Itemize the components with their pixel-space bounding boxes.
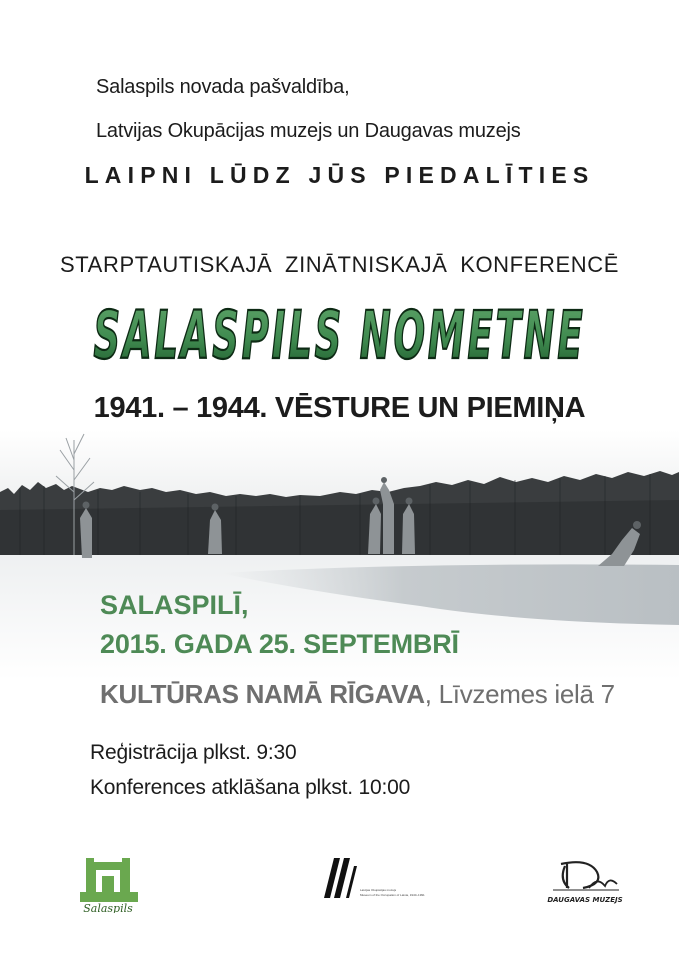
event-date: 2015. GADA 25. SEPTEMBRĪ xyxy=(100,629,459,659)
daugava-museum-text: DAUGAVAS MUZEJS xyxy=(547,896,623,904)
event-place: SALASPILĪ, xyxy=(100,590,249,620)
conference-title xyxy=(0,288,679,374)
salaspils-logo xyxy=(72,858,142,913)
organizer-line-2: Latvijas Okupācijas muzejs un Daugavas muzejs xyxy=(96,120,521,142)
occupation-museum-logo xyxy=(310,852,425,912)
occupation-museum-name: Latvijas Okupācijas muzejs xyxy=(360,888,397,892)
daugava-museum-logo xyxy=(545,858,625,910)
invitation-heading: LAIPNI LŪDZ JŪS PIEDALĪTIES xyxy=(84,162,595,188)
event-venue xyxy=(100,679,615,710)
salaspils-logo-text: Salaspils xyxy=(83,902,133,913)
conference-title-text: SALASPILS NOMETNE xyxy=(93,297,586,374)
conference-subtitle: 1941. – 1944. VĒSTURE UN PIEMIŅA xyxy=(93,392,586,424)
occupation-museum-name-en: Museum of the Occupation of Latvia, 1940–1991 xyxy=(360,893,425,897)
venue-address: , Līvzemes ielā 7 xyxy=(424,679,615,709)
organizer-line-1: Salaspils novada pašvaldība, xyxy=(96,76,350,98)
opening-time: Konferences atklāšana plkst. 10:00 xyxy=(90,776,411,799)
conference-type: STARPTAUTISKAJĀ ZINĀTNISKAJĀ KONFERENCĒ xyxy=(60,252,619,277)
registration-time: Reģistrācija plkst. 9:30 xyxy=(90,741,297,764)
venue-name: KULTŪRAS NAMĀ RĪGAVA xyxy=(100,679,425,709)
